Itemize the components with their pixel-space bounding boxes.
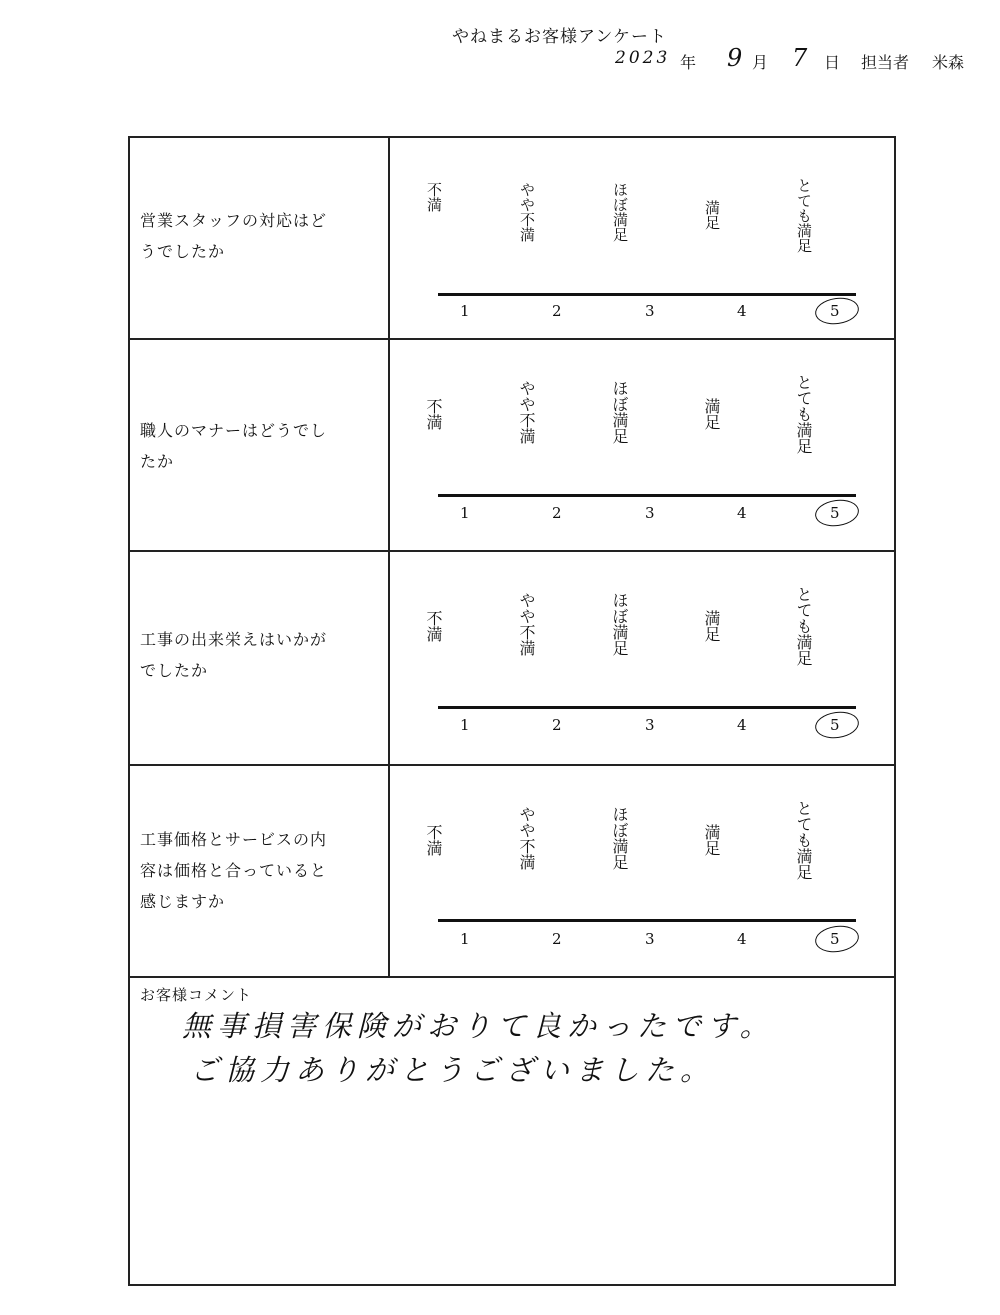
- scale-number-1: 1: [460, 302, 470, 320]
- scale-label-4: 満足: [702, 398, 721, 430]
- year-unit: 年: [680, 53, 697, 72]
- scale-label-2: やや不満: [517, 806, 536, 870]
- question-cell: [130, 138, 390, 338]
- scale-label-2: やや不満: [518, 182, 536, 242]
- scale-label-2: やや不満: [517, 592, 536, 656]
- scale-label-5: とても満足: [794, 586, 813, 666]
- question-line: 感じますか: [140, 892, 226, 911]
- scale-number-4: 4: [737, 716, 747, 734]
- scale-label-1: 不満: [424, 398, 443, 430]
- day-unit: 日: [824, 53, 841, 72]
- question-line: 工事の出来栄えはいかが: [140, 630, 328, 649]
- year-value: 2023: [615, 48, 671, 68]
- scale-number-2: 2: [552, 302, 562, 320]
- scale-number-5: 5: [830, 504, 840, 522]
- month-unit: 月: [752, 53, 769, 72]
- comment-label: お客様コメント: [140, 986, 253, 1004]
- question-line: 職人のマナーはどうでし: [140, 421, 328, 440]
- date-line: [0, 44, 1000, 84]
- scale-number-4: 4: [737, 930, 747, 948]
- rating-scale: [390, 138, 894, 338]
- question-row-1: [130, 138, 894, 340]
- comment-line-1: 無事損害保険がおりて良かったです。: [182, 1009, 775, 1043]
- scale-label-5: とても満足: [794, 374, 813, 454]
- question-cell: [130, 552, 390, 764]
- scale-number-5: 5: [830, 302, 840, 320]
- question-cell: [130, 340, 390, 550]
- question-line: 容は価格と合っていると: [140, 861, 328, 880]
- question-row-4: [130, 766, 894, 978]
- selected-circle: [813, 497, 860, 529]
- scale-label-2: やや不満: [517, 380, 536, 444]
- scale-number-2: 2: [552, 930, 562, 948]
- question-line: でしたか: [140, 661, 209, 680]
- scale-label-1: 不満: [424, 824, 443, 856]
- survey-table: [128, 136, 896, 1286]
- staff-name: 米森: [932, 53, 965, 72]
- scale-label-1: 不満: [425, 182, 443, 212]
- survey-title: やねまるお客様アンケート: [452, 27, 667, 47]
- rating-scale: [390, 766, 894, 976]
- scale-bar: [438, 919, 856, 922]
- scale-number-2: 2: [552, 716, 562, 734]
- staff-label: 担当者: [861, 53, 910, 72]
- scale-label-3: ほぼ満足: [610, 806, 629, 870]
- question-text: [140, 205, 378, 267]
- day-value: 7: [792, 44, 808, 72]
- scale-number-1: 1: [460, 930, 470, 948]
- scale-number-5: 5: [830, 930, 840, 948]
- question-text: [140, 624, 378, 686]
- scale-number-3: 3: [645, 716, 655, 734]
- scale-number-3: 3: [645, 302, 655, 320]
- question-cell: [130, 766, 390, 976]
- scale-label-4: 満足: [702, 824, 721, 856]
- scale-label-5: とても満足: [794, 800, 813, 880]
- scale-number-1: 1: [460, 716, 470, 734]
- question-line: 営業スタッフの対応はど: [140, 211, 328, 230]
- scale-label-1: 不満: [424, 610, 443, 642]
- rating-scale: [390, 552, 894, 764]
- selected-circle: [813, 709, 860, 741]
- scale-number-4: 4: [737, 504, 747, 522]
- question-line: 工事価格とサービスの内: [140, 830, 328, 849]
- scale-number-1: 1: [460, 504, 470, 522]
- selected-circle: [813, 295, 860, 327]
- scale-bar: [438, 293, 856, 296]
- question-line: うでしたか: [140, 242, 226, 261]
- scale-label-3: ほぼ満足: [610, 592, 629, 656]
- scale-label-4: 満足: [702, 610, 721, 642]
- scale-label-3: ほぼ満足: [611, 182, 629, 242]
- scale-number-4: 4: [737, 302, 747, 320]
- question-text: [140, 415, 378, 477]
- scale-number-3: 3: [645, 504, 655, 522]
- scale-bar: [438, 494, 856, 497]
- scale-number-2: 2: [552, 504, 562, 522]
- question-row-3: [130, 552, 894, 766]
- selected-circle: [813, 923, 860, 955]
- question-text: [140, 824, 378, 917]
- month-value: 9: [727, 44, 743, 72]
- question-line: たか: [140, 452, 175, 471]
- rating-scale: [390, 340, 894, 550]
- question-row-2: [130, 340, 894, 552]
- scale-label-5: とても満足: [795, 178, 813, 253]
- scale-label-4: 満足: [703, 200, 721, 230]
- comment-line-2: ご協力ありがとうございました。: [190, 1053, 716, 1087]
- scale-number-5: 5: [830, 716, 840, 734]
- scale-bar: [438, 706, 856, 709]
- scale-number-3: 3: [645, 930, 655, 948]
- comment-area: [130, 978, 894, 1284]
- scale-label-3: ほぼ満足: [610, 380, 629, 444]
